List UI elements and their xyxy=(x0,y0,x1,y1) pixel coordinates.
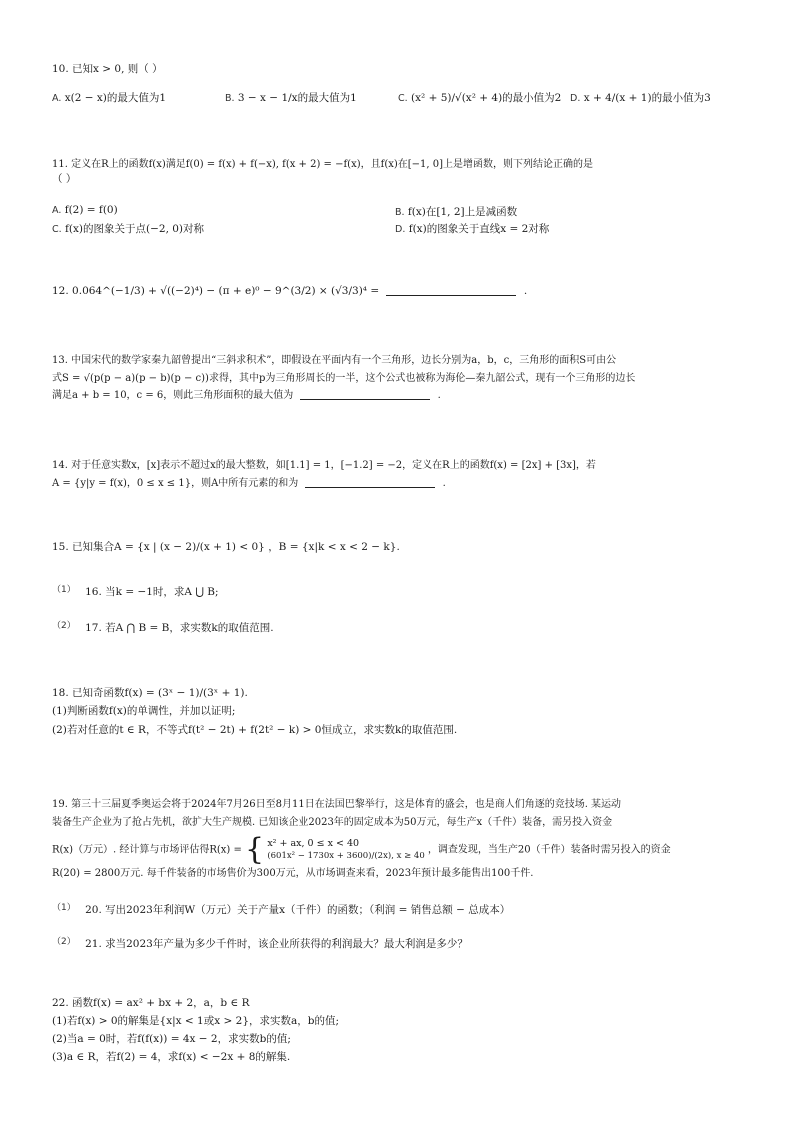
question-15 xyxy=(52,540,752,554)
q10-option-b[interactable]: B. 3 − x − 1/x的最大值为1 xyxy=(225,92,357,104)
q13-line1: 13. 中国宋代的数学家秦九韶曾提出“三斜求积术”，即假设在平面内有一个三角形，边长分别为a，b，c，三角形的面积S可由公 xyxy=(52,355,617,366)
q13-answer-blank[interactable] xyxy=(300,389,430,400)
q19-line3a: R(x)（万元）. 经计算与市场评估得R(x) = xyxy=(52,844,242,856)
q10-option-a[interactable]: A. x(2 − x)的最大值为1 xyxy=(52,92,167,104)
q18-stem: 18. 已知奇函数f(x) = (3ˣ − 1)/(3ˣ + 1). xyxy=(52,687,248,699)
q18-part-1: (1)判断函数f(x)的单调性，并加以证明; xyxy=(52,705,236,718)
question-14: 14. 对于任意实数x，[x]表示不超过x的最大整数，如[1.1] = 1，[−1.2] = −2，定义在R上的函数f(x) = [2x] + [3x]，若 A = {y|y = f(x)，0 ≤ x ≤ 1}，则A中所有元素的和为 . xyxy=(52,457,752,493)
q22-part-3: (3)a ∈ R，若f(2) = 4，求f(x) < −2x + 8的解集. xyxy=(52,1050,291,1063)
question-22 xyxy=(52,995,752,1066)
q15-set-a: {x | (x − 2)/(x + 1) < 0} xyxy=(137,541,265,553)
q13-line3: 满足a + b = 10，c = 6，则此三角形面积的最大值为 xyxy=(52,390,294,401)
q19-case-2: (601x² − 1730x + 3600)/(2x), x ≥ 40 xyxy=(267,850,425,861)
q10-option-d[interactable]: D. x + 4/(x + 1)的最小值为3 xyxy=(570,92,711,104)
q15-stem-a: 15. 已知集合A = xyxy=(52,541,134,553)
q19-case-1: x² + ax, 0 ≤ x < 40 xyxy=(267,838,360,850)
q14-line2: A = {y|y = f(x)，0 ≤ x ≤ 1}，则A中所有元素的和为 xyxy=(52,478,299,489)
q12-number: 12. xyxy=(52,285,69,297)
q11-option-c[interactable]: C. f(x)的图象关于点(−2, 0)对称 xyxy=(52,223,205,235)
q13-line2: 式S = √(p(p − a)(p − b)(p − c))求得，其中p为三角形周长的一半，这个公式也被称为海伦—秦九韶公式，现有一个三角形的边长 xyxy=(52,372,636,384)
q19-line1: 19. 第三十三届夏季奥运会将于2024年7月26日至8月11日在法国巴黎举行，这是体育的盛会，也是商人们角逐的竞技场. 某运动 xyxy=(52,799,622,810)
q15-sub-1: （1） 16. 当k = −1时，求A ⋃ B; xyxy=(52,585,219,598)
question-18 xyxy=(52,684,752,739)
q19-sub-2: （2） 21. 求当2023年产量为多少千件时，该企业所获得的利润最大？最大利润是多少？ xyxy=(52,937,468,950)
q10-stem: 10. 已知x > 0, 则（ ） xyxy=(52,63,163,75)
q11-option-d[interactable]: D. f(x)的图象关于直线x = 2对称 xyxy=(395,223,550,235)
q19-piecewise-cases xyxy=(267,838,424,861)
q19-line2: 装备生产企业为了抢占先机，欲扩大生产规模. 已知该企业2023年的固定成本为50万元，每生产x（千件）装备，需另投入资金 xyxy=(52,816,613,828)
question-12: 12. 0.064^(−1/3) + √((−2)⁴) − (π + e)⁰ − 9^(3/2) × (√3/3)⁴ = . xyxy=(52,285,528,297)
q18-part-2: (2)若对任意的t ∈ R，不等式f(t² − 2t) + f(2t² − k) > 0恒成立，求实数k的取值范围. xyxy=(52,723,458,736)
q11-option-b[interactable]: B. f(x)在[1, 2]上是减函数 xyxy=(395,206,518,218)
q14-line1: 14. 对于任意实数x，[x]表示不超过x的最大整数，如[1.1] = 1，[−1.2] = −2，定义在R上的函数f(x) = [2x] + [3x]，若 xyxy=(52,460,596,471)
q11-option-a[interactable]: A. f(2) = f(0) xyxy=(52,204,118,216)
question-11 xyxy=(52,158,752,186)
q19-line3b: ，调查发现，当生产20（千件）装备时需另投入的资金 xyxy=(427,844,671,856)
q12-answer-blank[interactable] xyxy=(386,285,516,296)
q10-option-c[interactable]: C. (x² + 5)/√(x² + 4)的最小值为2 xyxy=(398,92,562,104)
question-10 xyxy=(52,62,752,76)
q22-part-2: (2)当a = 0时，若f(f(x)) = 4x − 2，求实数b的值; xyxy=(52,1032,291,1045)
q22-stem: 22. 函数f(x) = ax² + bx + 2，a，b ∈ R xyxy=(52,997,250,1009)
q11-paren: （ ） xyxy=(52,172,77,185)
q22-part-1: (1)若f(x) > 0的解集是{x|x < 1或x > 2}，求实数a，b的值; xyxy=(52,1014,340,1027)
q11-stem: 11. 定义在R上的函数f(x)满足f(0) = f(x) + f(−x), f(x + 2) = −f(x)，且f(x)在[−1, 0]上是增函数，则下列结论正确的是 xyxy=(52,159,594,170)
q12-expression: 0.064^(−1/3) + √((−2)⁴) − (π + e)⁰ − 9^(3/2) × (√3/3)⁴ = xyxy=(72,285,380,297)
q19-line4: R(20) = 2800万元. 每千件装备的市场售价为300万元，从市场调查来看，2023年预计最多能售出100千件. xyxy=(52,868,534,879)
q15-stem-b: ，B = {x|k < x < 2 − k}. xyxy=(268,541,400,553)
q19-sub-1: （1） 20. 写出2023年利润W（万元）关于产量x（千件）的函数；（利润 = 销售总额 − 总成本） xyxy=(52,903,511,916)
question-19 xyxy=(52,796,752,883)
question-13: 13. 中国宋代的数学家秦九韶曾提出“三斜求积术”，即假设在平面内有一个三角形，边长分别为a，b，c，三角形的面积S可由公 式S = √(p(p − a)(p − b)(p − c))求得，其中p为三角形周长的一半，这个公式也被称为海伦—秦九韶公式，现有一个三角形的边长 满足a + b = 10，c = 6，则此三角形面积的最大值为 . xyxy=(52,352,752,405)
q14-answer-blank[interactable] xyxy=(305,477,435,488)
piecewise-brace-icon: { xyxy=(245,832,265,867)
q15-sub-2: （2） 17. 若A ⋂ B = B，求实数k的取值范围. xyxy=(52,621,274,634)
